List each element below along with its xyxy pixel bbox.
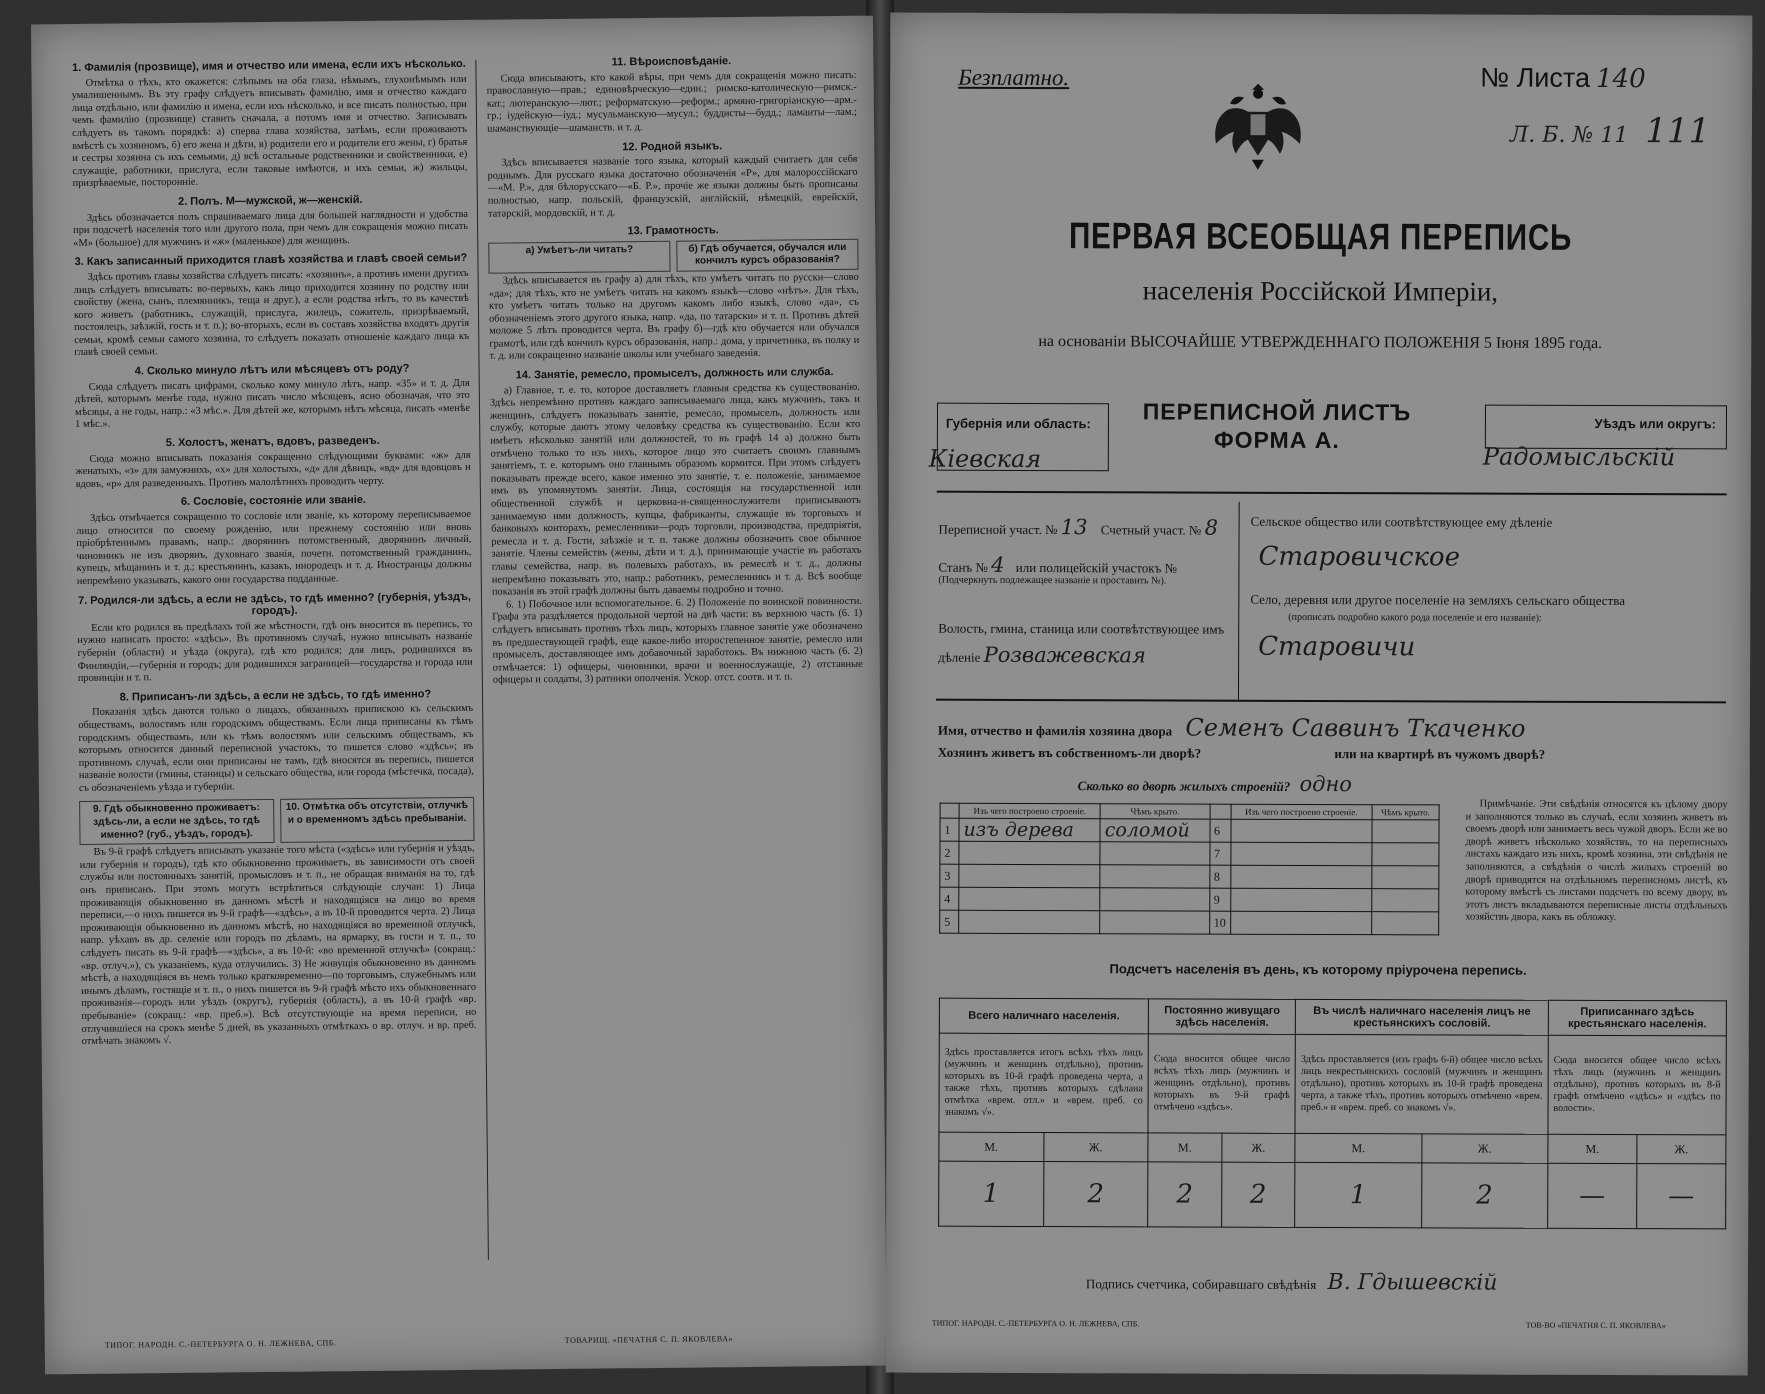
rent-label: или на квартирѣ въ чужомъ дворѣ? (1334, 746, 1546, 762)
count-value: 1 (1295, 1162, 1422, 1227)
instructions-page (31, 16, 887, 1375)
count-value: — (1637, 1164, 1726, 1229)
section-body: Сюда можно вписывать показанія сокращенно слѣдующими буквами: «ж» для женатыхъ, «з» для замужнихъ, «х» для холостыхъ, «д» для дѣвицъ, «вд» для вдовцовъ и вдовъ, «р» для разведенныхъ. Противъ малолѣтнихъ проводить черту. (75, 449, 471, 490)
male-label: М. (1148, 1133, 1222, 1162)
section-body: Если кто родился въ предѣлахъ той же мѣстности, гдѣ онъ вносится въ перепись, то нужно написать просто: «здѣсь». Въ противномъ случаѣ, нужно вписывать названіе губерніи (области) и уѣзда (округа), гдѣ кто родился; для лицъ, родившихся въ Финляндіи,—губернія и городъ; для родившихся заграницей—государства и города или провинціи и т. п. (77, 618, 473, 685)
instructions-column-left (71, 56, 476, 1049)
printer-imprint: ТИПОГ. НАРОДН. С.-ПЕТЕРБУРГА О. Н. ЛЕЖНЕВА, СПБ. (931, 1318, 1140, 1329)
column-description: Здѣсь проставляется итогъ всѣхъ тѣхъ лицъ (мужчинъ и женщинъ отдѣльно), противъ которыхъ въ 10-й графѣ проведена черта, а также тѣхъ, противъ которыхъ сдѣлана отмѣтка «врем. отл.» и «врем. преб. со знакомъ √». (939, 1033, 1149, 1133)
row-number: 5 (940, 910, 959, 933)
census-district-field (939, 515, 1218, 540)
section-8 (78, 688, 474, 796)
form-type-line-1: ПЕРЕПИСНОЙ ЛИСТЪ (1142, 398, 1412, 426)
own-yard-field (938, 745, 1545, 763)
column-divider (475, 60, 489, 1260)
section-2 (73, 193, 469, 251)
section-title: 3. Какъ записанный приходится главѣ хозяйства и главѣ своей семьи? (74, 252, 468, 269)
section-body: Здѣсь вписывается названіе того языка, который каждый считаетъ для себя роднымъ. Для русскаго языка достаточно обозначенія «Р», для малороссійскаго—«М. Р.», для бѣлорусскаго—«Б. Р.», прочіе же языки должны быть прописаны полностью, напр. польскій, французскій, англійскій, нѣмецкій, еврейскій, татарскій, мордовскій, и т. д. (487, 153, 858, 220)
section-13 (488, 223, 859, 364)
province-value: Кіевская (928, 444, 1042, 474)
table-row (940, 818, 1439, 843)
owner-value: Семенъ Саввинъ Ткаченко (1185, 713, 1526, 743)
table-header-row (939, 998, 1726, 1036)
owner-field (938, 713, 1526, 743)
archive-ref-value: 11 (1600, 122, 1629, 149)
stan-value: 4 (991, 552, 1005, 577)
archive-ref-extra: 111 (1645, 111, 1711, 152)
section-1 (71, 58, 467, 191)
section-5 (75, 434, 471, 492)
section-12 (487, 138, 858, 220)
female-label: Ж. (1637, 1135, 1726, 1164)
row-number: 3 (940, 864, 959, 887)
society-label: Сельское общество или соотвѣтствующее ему дѣленіе (1250, 513, 1553, 530)
volost-value: Розважевская (983, 642, 1146, 668)
permanent-residents-header: Постоянно живущаго здѣсь населенія. (1149, 999, 1296, 1035)
column-description: Здѣсь проставляется (изъ графъ 6-й) общее число всѣхъ лицъ некрестьянскихъ сословій (мужчинъ и женщинъ отдѣльно), противъ которыхъ въ 10-й графѣ проведена черта, а также тѣхъ, противъ которыхъ отмѣчено «врем. преб.» и «врем. преб. со знакомъ √». (1295, 1034, 1548, 1134)
sheet-number-label: № Листа (1480, 62, 1591, 93)
buildings-value: одно (1299, 771, 1352, 797)
section-title: 1. Фамилія (прозвище), имя и отчество или имена, если ихъ нѣсколько. (71, 57, 466, 75)
table-row (939, 1161, 1726, 1229)
section-title: 2. Полъ. М—мужской, ж—женскій. (177, 193, 363, 208)
printer-imprint: ТОВ-ВО «ПЕЧАТНЯ С. П. ЯКОВЛЕВА» (1525, 1320, 1666, 1331)
census-district-value: 13 (1060, 515, 1088, 540)
column-description: Сюда вносится общее число всѣхъ тѣхъ лицъ (мужчинъ и женщинъ отдѣльно), противъ которыхъ въ 9-й графѣ отмѣчено «здѣсь». (1148, 1034, 1295, 1134)
instructions-column-right (486, 52, 863, 694)
count-value: 2 (1421, 1163, 1548, 1228)
stan-label: Станъ № (938, 559, 988, 575)
column-description: Сюда вносится общее число всѣхъ тѣхъ лицъ (мужчинъ и женщинъ отдѣльно), противъ которыхъ въ 8-й графѣ отмѣчено «здѣсь» и «здѣсь по волости». (1548, 1035, 1726, 1135)
police-district-label: или полицейскій участокъ № (1015, 559, 1178, 576)
count-value: 1 (939, 1161, 1044, 1226)
signature-label: Подпись счетчика, собиравшаго свѣдѣнія (1085, 1276, 1317, 1292)
section-title: 13. Грамотность. (627, 224, 719, 238)
male-label: М. (1548, 1134, 1637, 1163)
owner-label: Имя, отчество и фамилія хозяина двора (937, 722, 1173, 739)
section-body: Здѣсь вписывается въ графу а) для тѣхъ, кто умѣетъ читать по русски—слово «да»; для тѣхъ, кто не умѣетъ читать на какомъ языкѣ—слово «нѣтъ». Для тѣхъ, кто умѣетъ читать только на другомъ какомъ либо языкѣ, слово «да», съ обозначеніемъ этого другого языка, напр. «да, по татарски» и т. п. Противъ дѣтей моложе 5 лѣтъ проводится черта. Въ графу б)—гдѣ кто обучается или обучался грамотѣ, или гдѣ кончилъ курсъ образованія, напр.: дома, у причетника, въ полку и т. д. или сокращенно названіе школы или учебнаго заведенія. (488, 271, 860, 363)
sheet-number-value: 140 (1595, 63, 1646, 95)
total-present-header: Всего наличнаго населенія. (939, 998, 1148, 1034)
section-13b-title: б) Гдѣ обучается, обучался или кончилъ курсъ образованія? (676, 239, 858, 272)
female-label: Ж. (1421, 1134, 1547, 1163)
section-10-title: 10. Отмѣтка объ отсутствіи, отлучкѣ и о временномъ здѣсь пребываніи. (280, 797, 475, 843)
section-body: а) Главное, т. е. то, которое доставляетъ главныя средства къ существованію. Здѣсь непремѣнно противъ каждаго записываемаго лица, какъ мужчинъ, такъ и женщинъ, слѣдуетъ показывать занятіе, ремесло, промыселъ, должность или службу, которые даютъ этому человѣку средства къ существованію. Если кто имѣетъ нѣсколько занятій или должностей, то въ графѣ 14 а) должно быть отмѣчено только то изъ нихъ, которое лицо это считаетъ своимъ главнымъ занятіемъ, т. е. которымъ оно главнымъ образомъ кормится. При этомъ слѣдуетъ показывать прежде всего, какое именно это занятіе, т. е. положеніе, занимаемое имъ въ упомянутомъ занятіи. Лица, состоящія на государственной или общественной службѣ и церковна-и-священнослужители приписываютъ занимаемую ими должность, купцы, фабриканты, служащіе въ торговыхъ и банковыхъ конторахъ, ремесленники—родъ торговли, производства, предпріятія, ремесла и т. д. Гости, заѣзжіе и т. п. также должны обозначить свое обычное занятіе. Члены семействъ (жены, дѣти и т. д.), принимающіе участіе въ работахъ главы семейства, напр. въ полевыхъ работахъ, въ ремеслѣ и т. д., должны непремѣнно показывать это, напр.: работникъ, ремесленникъ и т. д. Всѣ вообще показанія въ этой графѣ должны быть даваемы подробно и точно. (489, 381, 862, 598)
section-body: Отмѣтка о тѣхъ, кто окажется: слѣпымъ на оба глаза, нѣмымъ, глухонѣмымъ или умалишеннымъ. Въ эту графу слѣдуетъ вписывать фамилію, имя и отчество каждаго лица отдѣльно, или фамилію и имена, если ихъ нѣсколько, и все писать полностью, при чемъ фамилію (прозвище) ставить сначала, а потомъ имя и отчество. Записывать слѣдуетъ въ такомъ порядкѣ: а) сперва глава хозяйства, затѣмъ, если проживаютъ вмѣстѣ съ хозяиномъ, б) его жена и дѣти, в) родители его и родители его жены, г) братья и сестры хозяина съ ихъ семьями, д) всѣ остальные родственники и свойственники, е) служащіе, работники, прислуга, если таковые имѣются, и ихъ семьи, ж) жильцы, призрѣваемые, посторонніе. (71, 73, 468, 190)
form-main-title: ПЕРВАЯ ВСЕОБЩАЯ ПЕРЕПИСЬ (1068, 215, 1573, 258)
section-body: Здѣсь обозначается полъ спрашиваемаго лица для большей наглядности и удобства при подсчетѣ населенія того или другого пола, при чемъ для сокращенія можно писать «М» (большое) для мужчинъ и «ж» (маленькое) для женщинъ. (73, 208, 469, 249)
section-title: 12. Родной языкъ. (622, 139, 723, 153)
archive-ref-label: Л. Б. № (1509, 122, 1594, 148)
row-number: 4 (940, 887, 959, 910)
row-number: 10 (1209, 911, 1230, 934)
registered-peasant-header: Приписаннаго здѣсь крестьянскаго населенія. (1548, 1000, 1726, 1036)
buildings-label: Сколько во дворѣ жилыхъ строеній? (1077, 778, 1291, 794)
section-title: 4. Сколько минуло лѣтъ или мѣсяцевъ отъ роду? (134, 362, 410, 378)
table-header-row (940, 803, 1439, 820)
section-body-secondary: 6. 1) Побочное или вспомогательное. 6. 2) Положеніе по воинской повинности. Графа эта раздѣляется продольной чертой на двѣ части: въ верхнюю часть (6. 1) слѣдуетъ вписывать противъ тѣхъ лицъ, которыхъ главное занятіе уже обозначено въ предшествующей графѣ, еще какое-либо второстепенное занятіе, ремесло или промыселъ, доставляющее имъ добавочный заработокъ. Въ нижнюю часть (6. 2) отмѣчается: 1) офицеры, чиновники, врачи и военнослужащіе, 2) отставные офицеры и солдаты, 3) ратники ополченія. Ускор. отст. соотв. и т. п. (492, 595, 863, 686)
form-type-line-2: ФОРМА А. (1213, 426, 1340, 454)
table-row (940, 910, 1439, 935)
male-label: М. (1295, 1133, 1421, 1162)
section-7 (77, 590, 473, 685)
count-value: — (1548, 1163, 1637, 1228)
table-row (940, 864, 1439, 889)
count-value: 2 (1148, 1162, 1222, 1227)
form-subtitle: населенія Россійской Имперіи, (1142, 275, 1499, 307)
district-value: Радомысльскій (1482, 442, 1676, 472)
double-headed-eagle-icon (1208, 76, 1308, 176)
census-district-label: Переписной участ. № (938, 521, 1058, 538)
section-body: Сюда слѣдуетъ писать цифрами, сколько кому минуло лѣтъ, напр. «35» и т. д. Для дѣтей, которымъ менѣе года, нужно писать число мѣсяцевъ, ясно обозначая, что это мѣсяцы, а не годы, напр.: «3 мѣс.». Для дѣтей же, которымъ нѣтъ мѣсяца, писать «менѣе 1 мѣс.». (74, 377, 471, 431)
section-body: Показанія здѣсь даются только о лицахъ, обязанныхъ припискою къ сельскимъ обществамъ, волостямъ или городскимъ обществамъ. Если лица приписаны къ тѣмъ городскимъ обществамъ, или къ тѣмъ волостямъ или сельскимъ обществамъ, къ которымъ относится данный переписной участокъ, то пишется слово «здѣсь»; въ противномъ случаѣ, если они приписаны не тамъ, гдѣ вносятся въ перепись, пишется названіе волости (гмины, станицы) и сельскаго общества, или города (мѣстечка, посада), съ обозначеніемъ уѣзда и губерніи. (78, 703, 474, 794)
count-value: 2 (1043, 1162, 1148, 1227)
section-title: 8. Приписанъ-ли здѣсь, а если не здѣсь, то гдѣ именно? (119, 688, 432, 704)
section-14 (490, 366, 863, 688)
section-title: 6. Сословіе, состояніе или званіе. (180, 494, 367, 509)
village-value-wrap (1258, 632, 1415, 663)
count-district-label: Счетный участ. № (1100, 522, 1202, 538)
section-body: Сюда вписываютъ, кто какой вѣры, при чемъ для сокращенія можно писать: православную—прав.; единовѣрческую—един.; римско-католическую—римск.-кат.; лютеранскую—лют.; реформатскую—реформ.; армяно-григоріанскую—арм.-гр.; іудейскую—іуд.; мусульманскую—мусул.; буддисты—будд.; ламаиты—лам.; шаманствующіе—шаманств. и т. д. (486, 69, 857, 135)
census-form-page (886, 12, 1753, 1375)
material-header: Изъ чего построено строеніе. (959, 803, 1100, 818)
sheet-number (1480, 63, 1646, 95)
table-row (940, 841, 1439, 866)
material-header: Изъ чего построено строеніе. (1231, 804, 1372, 819)
district-label: Уѣздъ или округъ: (1594, 415, 1716, 432)
section-body: Здѣсь противъ главы хозяйства слѣдуетъ писать: «хозяинъ», а противъ имени другихъ лицъ слѣдуетъ вписывать: во-первыхъ, какъ лицо приходится хозяину по родству или свойству (жена, сынъ, племянникъ, теща и друг.), а если родства нѣтъ, то въ качествѣ кого живетъ (работникъ, служащій, прислуга, жилецъ, сожитель, призрѣваемый, постоялецъ, заѣзжій, гость и т. п.); во-вторыхъ, если въ составъ хозяйства входятъ другія семьи, кромѣ семьи самого хозяина, то слѣдуетъ показать отношеніе каждаго лица къ главѣ своей семьи. (73, 267, 470, 359)
stan-hint: (Подчеркнуть подлежащее названіе и проставить №). (938, 574, 1167, 587)
stan-field (938, 553, 1177, 578)
form-divider (937, 491, 1727, 495)
section-title: 14. Занятіе, ремесло, промыселъ, должность или служба. (515, 366, 834, 382)
building-roof: соломой (1100, 819, 1209, 842)
form-type-title (1122, 397, 1432, 454)
form-vertical-divider (1238, 502, 1240, 700)
section-6 (76, 493, 472, 588)
section-9-title: 9. Гдѣ обыкновенно проживаетъ: здѣсь-ли, а если не здѣсь, то гдѣ именно? (губ., уѣздъ, городъ). (79, 799, 274, 845)
count-value: 2 (1221, 1162, 1295, 1227)
table-row (939, 1132, 1726, 1164)
section-9-10-header (79, 797, 474, 845)
building-material: изъ дерева (959, 818, 1100, 841)
section-13-header (488, 239, 858, 274)
province-label: Губернія или область: (945, 415, 1091, 432)
section-4 (75, 362, 471, 432)
buildings-table (939, 803, 1439, 936)
village-label: Село, деревня или другое поселеніе на земляхъ сельскаго общества (1250, 591, 1626, 609)
section-9-10-body: Въ 9-й графѣ слѣдуетъ вписывать указаніе того мѣста («здѣсь» или губернія и уѣздъ, или губернія и городъ), гдѣ кто обыкновенно проживаетъ, въ зависимости отъ своей службы или постоянныхъ занятій, промысловъ и т. п., не обращая вниманія на то, гдѣ онъ приписанъ. При этомъ могутъ встрѣтиться слѣдующіе случаи: 1) Лица проживающія обыкновенно въ данномъ мѣстѣ и находящіяся на лицо во время переписи,—о нихъ пишется въ 9-й графѣ—«здѣсь», а въ 10-й проводится черта. 2) Лица проживающія обыкновенно въ данномъ мѣстѣ, но находящіяся во временной отлучкѣ, напр. уѣхавъ въ др. селеніе или городъ по дѣламъ, на ярмарку, въ гости и т. п., то слѣдуетъ писать въ 9-й графѣ—«здѣсь», а въ 10-й: «во временной отлучкѣ» (сокращ.: «вр. отлуч.»), съ указаніемъ, куда отлучились. 3) Не живущія обыкновенно въ данномъ мѣстѣ, а находящіяся въ немъ только кратковременно—по торговымъ, служебнымъ или инымъ дѣламъ, гостящіе и т. п., о нихъ пишется въ 9-й графѣ мѣсто ихъ обыкновеннаго проживанія—городъ или уѣздъ (округъ), губернія (область), а въ 10-й графѣ «вр. пребываніе» (сокращ.: «вр. преб.»). Всѣ отсутствующіе на время переписи, но отлучившіеся на срокъ менѣе 5 дней, въ указанныхъ отмѣткахъ о вр. отлуч. и вр. преб. отмѣчать знакомъ √. (79, 843, 477, 1048)
count-district-value: 8 (1204, 515, 1219, 540)
female-label: Ж. (1043, 1133, 1148, 1162)
volost-label: Волость, гмина, станица или соотвѣтствующее имъ дѣленіе (938, 620, 1225, 665)
form-divider (936, 699, 1726, 703)
roof-header: Чѣмъ крыто. (1372, 805, 1439, 820)
population-count-table (938, 998, 1727, 1230)
printer-imprint: ТОВАРИЩ. «ПЕЧАТНЯ С. П. ЯКОВЛЕВА» (564, 1334, 734, 1345)
row-number: 1 (940, 818, 959, 841)
section-title: 5. Холостъ, женатъ, вдовъ, разведенъ. (165, 434, 380, 450)
volost-field (938, 616, 1228, 672)
village-value: Старовичи (1258, 631, 1416, 663)
archive-reference (1510, 111, 1710, 152)
row-number: 9 (1209, 888, 1230, 911)
free-label: Безплатно. (958, 64, 1070, 91)
table-row (939, 1033, 1726, 1135)
society-value-wrap (1258, 542, 1460, 573)
signature-value: В. Гдышевскій (1327, 1270, 1498, 1296)
non-peasant-header: Въ числѣ наличнаго населенія лицъ не крестьянскихъ сословій. (1296, 999, 1549, 1035)
row-number: 2 (940, 841, 959, 864)
printer-imprint: ТИПОГ. НАРОДН. С.-ПЕТЕРБУРГА О. Н. ЛЕЖНЕВА, СПБ. (104, 1338, 337, 1350)
form-legal-basis: на основаніи ВЫСОЧАЙШЕ УТВЕРЖДЕННАГО ПОЛОЖЕНІЯ 5 Іюня 1895 года. (1038, 333, 1603, 352)
section-body: Здѣсь отмѣчается сокращенно то сословіе или званіе, къ которому переписываемое лицо относится по своему рожденію, или прежнему состоянію или вновь пріобрѣтеннымъ правамъ, напр.: дворянинъ потомственный, дворянинъ личный, чиновникъ не изъ дворянъ, духовнаго званія, почетн. потомственный гражданинъ, купецъ, мѣщанинъ и т. д.; крестьянинъ, казакъ, инородецъ и т. д. Иностранцы должны непремѣнно указывать, какого они государства подданные. (76, 508, 472, 587)
section-title: 7. Родился-ли здѣсь, а если не здѣсь, то гдѣ именно? (губернія, уѣздъ, городъ). (77, 590, 471, 618)
section-11 (486, 54, 857, 136)
enumerator-signature (1086, 1269, 1498, 1295)
society-value: Старовичское (1258, 541, 1461, 573)
female-label: Ж. (1222, 1133, 1296, 1162)
own-yard-label: Хозяинъ живетъ въ собственномъ-ли дворѣ? (937, 744, 1202, 761)
table-row (940, 887, 1439, 912)
population-count-title: Подсчетъ населенія въ день, къ которому пріурочена перепись. (1109, 961, 1527, 978)
section-title: 11. Вѣроисповѣданіе. (611, 55, 732, 69)
row-number: 6 (1210, 819, 1231, 842)
roof-header: Чѣмъ крыто. (1100, 804, 1209, 819)
buildings-note: Примѣчаніе. Эти свѣдѣнія относятся къ цѣлому двору и заполняются только въ случаѣ, если хозяинъ живетъ въ своемъ дворѣ или занимаетъ весь чужой дворъ. Если же во дворѣ живетъ нѣсколько хозяйствъ, то на переписныхъ листахъ каждаго изъ нихъ, кромѣ хозяина, эти свѣдѣнія не заполняются, а свѣдѣнія о числѣ жилыхъ строеній во дворѣ приводятся на отдѣльномъ переписномъ листѣ, къ которому вмѣстѣ съ листами подсчетъ по всему двору, въ этотъ листъ вкладываются переписные листы отдѣльныхъ хозяйствъ двора, какъ въ обложку. (1465, 798, 1728, 924)
male-label: М. (939, 1132, 1044, 1161)
section-13a-title: а) Умѣетъ-ли читать? (488, 240, 670, 273)
section-3 (73, 252, 469, 360)
row-number: 7 (1209, 842, 1230, 865)
village-hint: (прописать подробно какого рода поселеніе и его названіе): (1288, 611, 1542, 624)
row-number: 8 (1209, 865, 1230, 888)
buildings-field (1078, 771, 1352, 796)
